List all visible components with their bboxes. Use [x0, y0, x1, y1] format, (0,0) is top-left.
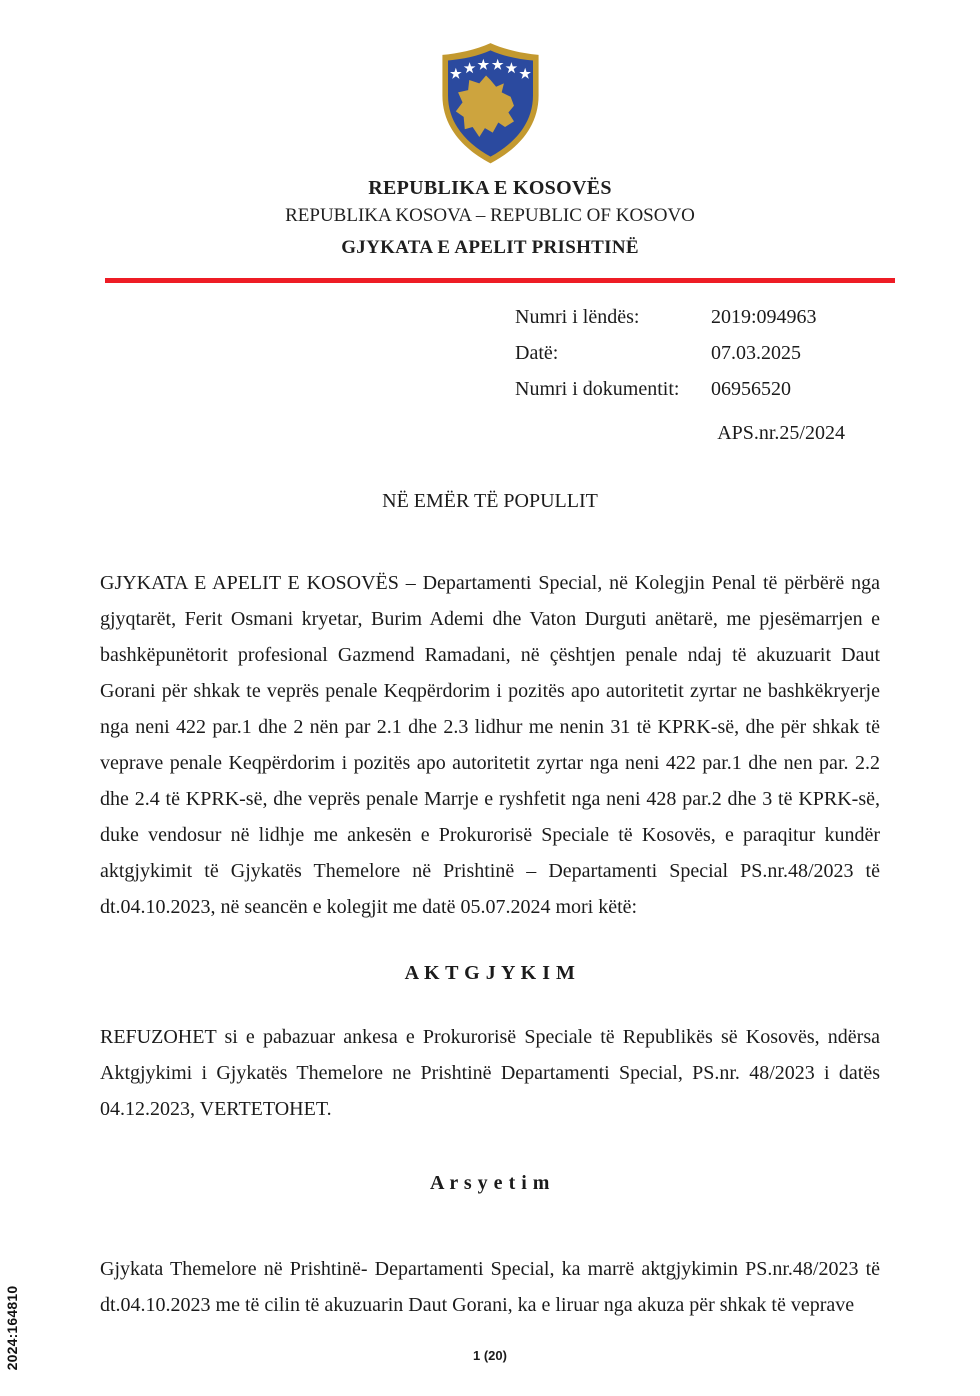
document-title: NË EMËR TË POPULLIT [382, 490, 598, 512]
case-metadata [515, 299, 980, 407]
vertical-case-id: 2024:164810 [4, 1285, 20, 1371]
date-value: 07.03.2025 [711, 342, 801, 364]
court-name: GJYKATA E APELIT PRISHTINË [341, 237, 639, 258]
kosovo-coat-of-arms-icon [433, 42, 548, 165]
page-number: 1 (20) [473, 1348, 507, 1363]
meta-row-case-number [515, 299, 980, 335]
case-number-label: Numri i lëndës: [515, 306, 640, 328]
document-number-label: Numri i dokumentit: [515, 378, 680, 400]
header-divider-rule [105, 278, 895, 283]
meta-row-document-number [515, 371, 980, 407]
introduction-paragraph: GJYKATA E APELIT E KOSOVËS – Departamenti Special, në Kolegjin Penal të përbërë nga gjyqtarët, Ferit Osmani kryetar, Burim Ademi dhe Vaton Durguti anëtarë, me pjesëmarrjen e bashkëpunëtorit profesional Gazmend Ramadani, në çështjen penale ndaj të akuzuarit Daut Gorani për shkak te veprës penale Keqpërdorim i pozitës apo autoritetit zyrtar ne bashkëkryerje nga neni 422 par.1 dhe 2 nën par 2.1 dhe 2.3 lidhur me nenin 31 të KPRK-së, dhe për shkak të veprave penale Keqpërdorim i pozitës apo autoritetit zyrtar nga neni 422 par.1 dhe nen par. 2.2 dhe 2.4 të KPRK-së, dhe veprës penale Marrje e ryshfetit nga neni 428 par.2 dhe 3 të KPRK-së, duke vendosur në lidhje me ankesën e Prokurorisë Speciale të Kosovës, e paraqitur kundër aktgjykimit të Gjykatës Themelore në Prishtinë – Departamenti Special PS.nr.48/2023 të dt.04.10.2023, në seancën e kolegjit me datë 05.07.2024 mori këtë: [100, 572, 880, 918]
date-label: Datë: [515, 342, 559, 364]
meta-row-date [515, 335, 980, 371]
judgment-paragraph: REFUZOHET si e pabazuar ankesa e Prokurorisë Speciale të Republikës së Kosovës, ndërsa Aktgjykimi i Gjykatës Themelore ne Prishtinë Departamenti Special, PS.nr. 48/2023 i datës 04.12.2023, VERTETOHET. [100, 1026, 880, 1120]
document-number-value: 06956520 [711, 378, 791, 400]
judgment-heading: A K T G J Y K I M [404, 962, 576, 984]
reasoning-heading: A r s y e t i m [430, 1172, 550, 1194]
reasoning-paragraph: Gjykata Themelore në Prishtinë- Departamenti Special, ka marrë aktgjykimin PS.nr.48/2023 të dt.04.10.2023 me të cilin të akuzuarin Daut Gorani, ka e liruar nga akuza për shkak të veprave [100, 1258, 880, 1316]
emblem-container [0, 0, 980, 170]
appeal-case-reference: APS.nr.25/2024 [717, 422, 845, 444]
republic-name-bilingual: REPUBLIKA KOSOVA – REPUBLIC OF KOSOVO [285, 205, 695, 226]
case-number-value: 2019:094963 [711, 306, 817, 328]
republic-name-albanian: REPUBLIKA E KOSOVËS [368, 177, 612, 199]
